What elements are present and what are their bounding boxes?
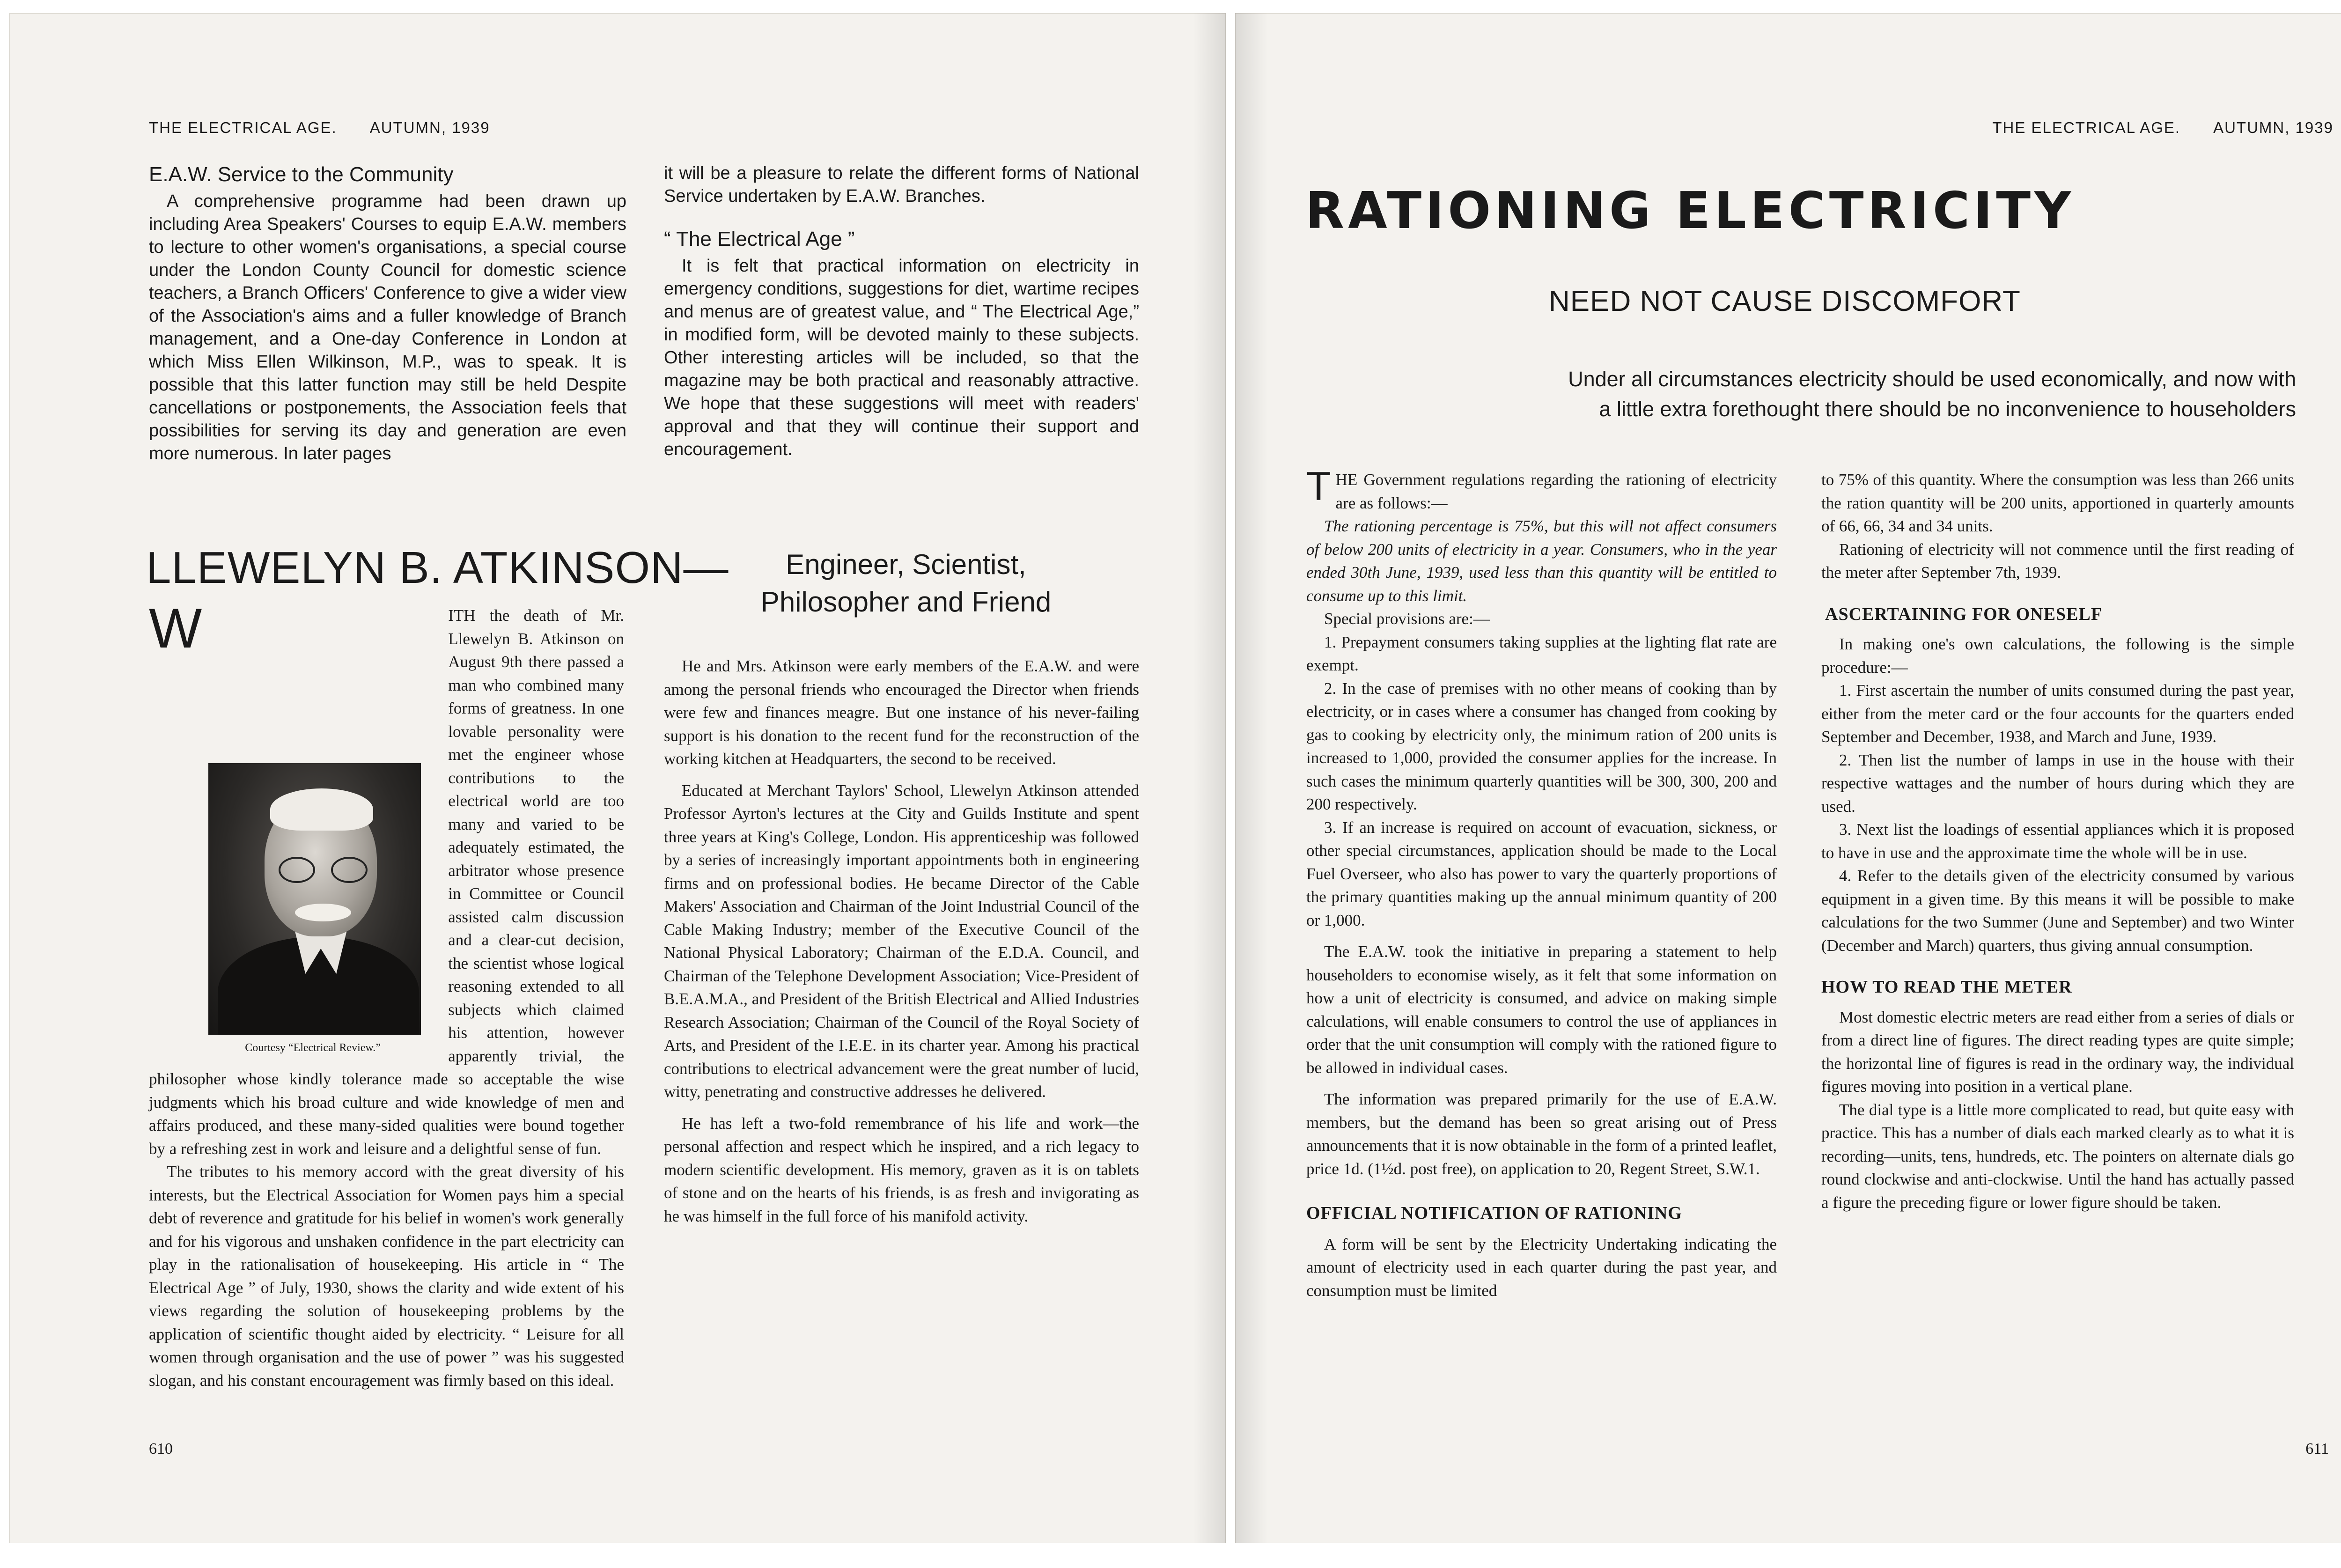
meter-para-2: The dial type is a little more complicated to read, but quite easy with practice. This has a number of dials each marked clearly as to what it is recording—units, tens, hundreds, etc. The pointers on alternate dials go round clockwise and anti-clockwise. Until the hand has actually passed a figure the preceding figure or lower figure should be taken.: [1821, 1100, 2294, 1212]
running-head-title: THE ELECTRICAL AGE.: [1992, 119, 2181, 136]
provision-item-2: 2. In the case of premises with no other means of cooking than by electricity, or in cases where a consumer has changed from cooking by gas to cooking by electricity only, the minimum ration of 200 units is increased to 1,000, provided the consumer applies for the increase. In such cases the minimum quarterly quantities will be 300, 300, 200 and 200 respectively.: [1306, 679, 1777, 813]
ascertaining-heading: ASCERTAINING FOR ONESELF: [1825, 604, 2103, 624]
special-provisions-label: Special provisions are:—: [1324, 610, 1490, 628]
electrical-age-lead-in: it will be a pleasure to relate the different forms of National Service undertaken by E.A.W. Branches.: [664, 163, 1139, 206]
form-para: A form will be sent by the Electricity Undertaking indicating the amount of electricity used in each quarter during the past year, and consumption must be limited: [1306, 1235, 1777, 1300]
procedure-step-2: 2. Then list the number of lamps in use in the house with their respective wattages and the number of hours during which they are used.: [1821, 751, 2294, 816]
eaw-initiative-para: The E.A.W. took the initiative in preparing a statement to help householders to economise wisely, as it felt that some information on how a unit of electricity is consumed, and advice on making simple calculations, will enable consumers to control the use of appliances in order that the unit consumption will comply with the rationed figure to be allowed in individual cases.: [1306, 942, 1777, 1077]
left-page: [9, 13, 1226, 1543]
rationing-title: RATIONING ELECTRICITY: [1305, 182, 2075, 240]
procedure-para: In making one's own calculations, the following is the simple procedure:—: [1821, 635, 2294, 677]
atkinson-subtitle-line2: Philosopher and Friend: [760, 586, 1052, 618]
running-head-season: AUTUMN, 1939: [2213, 119, 2334, 136]
commence-para: Rationing of electricity will not commence until the first reading of the meter after September 7th, 1939.: [1821, 540, 2294, 582]
standfirst-line-2: a little extra forethought there should be no inconvenience to householders: [1599, 397, 2296, 421]
running-head-left: [149, 119, 490, 137]
rationing-standfirst: [1568, 364, 2296, 424]
provision-item-3: 3. If an increase is required on account of evacuation, sickness, or other special circumstances, application should be made to the Local Fuel Overseer, who also has power to vary the quarterly proportions of the primary quantities making up the annual minimum quantity of 200 or 1,000.: [1306, 818, 1777, 929]
running-head-title: THE ELECTRICAL AGE.: [149, 119, 337, 136]
procedure-step-4: 4. Refer to the details given of the electricity consumed by various equipment in a given time. By this means it will be possible to make calculations for the two Summer (June and September) and two Winter (December and March) quarters, thus giving annual consumption.: [1821, 867, 2294, 955]
photo-caption: Courtesy “Electrical Review.”: [245, 1042, 381, 1054]
gutter-shadow: [1193, 13, 1226, 1543]
rationing-percentage-para: The rationing percentage is 75%, but this will not affect consumers of below 200 units of electricity in a year. Consumers, who in the year ended 30th June, 1939, used less than this quantity will be entitled to consume up to this limit.: [1306, 517, 1777, 605]
running-head-right: [1992, 119, 2334, 137]
leaflet-info-para: The information was prepared primarily for the use of E.A.W. members, but the demand has been so great arising out of Press announcements that it is now obtainable in the form of a printed leaflet, price 1d. (1½d. post free), on application to 20, Regent Street, S.W.1.: [1306, 1090, 1777, 1178]
drop-cap: T: [1306, 464, 1331, 509]
standfirst-line-1: Under all circumstances electricity should be used economically, and now with: [1568, 367, 2296, 391]
read-meter-heading: HOW TO READ THE METER: [1821, 977, 2072, 997]
electrical-age-paragraph: It is felt that practical information on electricity in emergency conditions, suggestions for diet, wartime recipes and menus are of greatest value, and “ The Electrical Age,” in modified form, will be devoted mainly to these subjects. Other interesting articles will be included, so that the magazine may be both practical and reasonably attractive. We hope that these suggestions will meet with readers' approval and that they will continue their support and encouragement.: [664, 256, 1139, 459]
atkinson-subtitle-line1: Engineer, Scientist,: [786, 549, 1026, 580]
atkinson-column-2: [664, 655, 1139, 1228]
eaw-service-paragraph: A comprehensive programme had been drawn up including Area Speakers' Courses to equip E.A.W. members to lecture to other women's organisations, a special course under the London County Council for domestic science teachers, a Branch Officers' Conference to give a wider view of the Association's aims and a fuller knowledge of Branch management, and a One-day Conference in London at which Miss Ellen Wilkinson, M.P., was to speak. It is possible that this latter function may still be held Despite cancellations or postponements, the Association feels that possibilities for serving its day and generation are even more numerous. In later pages: [149, 191, 626, 464]
meter-para-1: Most domestic electric meters are read either from a series of dials or from a direct line of figures. The direct reading types are quite simple; the horizontal line of figures is read in the ordinary way, the individual figures moving into position in a vertical plane.: [1821, 1008, 2294, 1096]
atkinson-para-4: Educated at Merchant Taylors' School, Llewelyn Atkinson attended Professor Ayrton's lectures at the City and Guilds Institute and spent three years at King's College, London. His apprenticeship was followed by a series of increasingly important appointments both in engineering firms and on professional bodies. He became Director of the Cable Makers' Association and Chairman of the Joint Industrial Council of the Cable Making Industry; member of the Executive Council of the National Physical Laboratory; Chairman of the E.D.A. Council, and Chairman of the Telephone Development Association; Vice-President of B.E.A.M.A., and President of the British Electrical and Allied Industries Research Association; Chairman of the Council of the Royal Society of Arts, and President of the I.E.E. in its charter year. Among his practical contributions to electrical advancement were the great number of lucid, witty, penetrating and constructive addresses he delivered.: [664, 781, 1139, 1101]
right-page: [1235, 13, 2341, 1543]
atkinson-column-1: [149, 597, 624, 1392]
provision-item-1: 1. Prepayment consumers taking supplies at the lighting flat rate are exempt.: [1306, 633, 1777, 674]
atkinson-title: LLEWELYN B. ATKINSON—: [146, 543, 729, 593]
running-head-season: AUTUMN, 1939: [369, 119, 490, 136]
rationing-subtitle: NEED NOT CAUSE DISCOMFORT: [1549, 285, 2021, 317]
gutter-shadow: [1235, 13, 1268, 1543]
eaw-service-section: [149, 162, 626, 465]
procedure-step-3: 3. Next list the loadings of essential appliances which it is proposed to have in use and the approximate time the whole will be in use.: [1821, 820, 2294, 862]
page-number-left: 610: [149, 1440, 173, 1458]
atkinson-para-5: He has left a two-fold remembrance of his life and work—the personal affection and respect which he inspired, and a rich legacy to modern scientific development. His memory, graven as it is on tablets of stone and on the hearts of his friends, is as fresh and invigorating as he was himself in the full force of his manifold activity.: [664, 1114, 1139, 1225]
procedure-step-1: 1. First ascertain the number of units consumed during the past year, either from the meter card or the four accounts for the quarters ended September and December, 1938, and March and June, 1939.: [1821, 681, 2294, 746]
drop-cap: W: [149, 597, 202, 660]
eaw-service-heading: E.A.W. Service to the Community: [149, 163, 454, 186]
official-notification-heading: OFFICIAL NOTIFICATION OF RATIONING: [1306, 1203, 1682, 1223]
electrical-age-section: [664, 162, 1139, 461]
atkinson-para-1: ITH the death of Mr. Llewelyn B. Atkinson on August 9th there passed a man who combined many forms of greatness. In one lovable personality were met the engineer whose contributions to the electrical world are too many and varied to be adequately estimated, the arbitrator whose presence in Committee or Council assisted calm discussion and a clear-cut decision, the scientist whose logical reasoning extended to all subjects which claimed his attention, however apparently trivial, the philosopher whose kindly tolerance made so acceptable the wise judgments which his broad culture and wide knowledge of men and affairs produced, and these many-sided qualities were bound together by a refreshing zest in work and leisure and a delightful sense of fun.: [149, 606, 624, 1158]
atkinson-para-2: The tributes to his memory accord with the great diversity of his interests, but the Electrical Association for Women pays him a special debt of reverence and gratitude for his belief in women's work generally and for his vigorous and unshaken confidence in the part electricity can play in the rationalisation of housekeeping. His article in “ The Electrical Age ” of July, 1930, shows the clarity and wide extent of his views regarding the solution of housekeeping problems by the application of scientific thought aided by electricity. “ Leisure for all women through organisation and the use of power ” was his suggested slogan, and his constant encouragement was firmly based on this ideal.: [149, 1163, 624, 1390]
electrical-age-heading: “ The Electrical Age ”: [664, 228, 855, 250]
rationing-column-2: [1821, 468, 2294, 1214]
page-number-right: 611: [2305, 1440, 2329, 1458]
atkinson-para-3: He and Mrs. Atkinson were early members of the E.A.W. and were among the personal friends who encouraged the Director when friends were few and finances meagre. But one instance of his never-failing support is his donation to the recent fund for the reconstruction of the working kitchen at Headquarters, the second to be received.: [664, 657, 1139, 768]
rationing-column-1: [1306, 464, 1777, 1302]
atkinson-portrait-photo: [208, 763, 421, 1035]
regulations-intro: HE Government regulations regarding the rationing of electricity are as follows:—: [1335, 471, 1777, 512]
atkinson-subtitle: [730, 546, 1082, 621]
limit-para: to 75% of this quantity. Where the consumption was less than 266 units the ration quantity will be 200 units, apportioned in quarterly amounts of 66, 66, 34 and 34 units.: [1821, 471, 2294, 535]
atkinson-portrait-figure: [208, 763, 432, 1054]
